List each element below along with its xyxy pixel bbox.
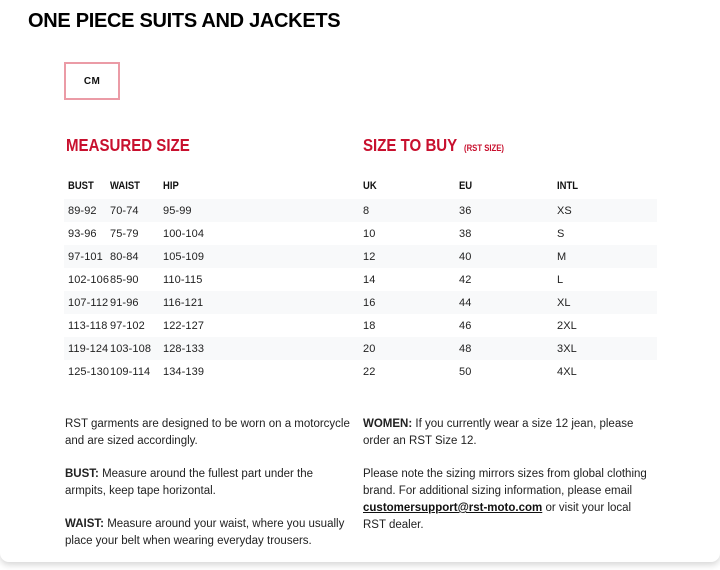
rst-size-subheading: (RST SIZE)	[463, 143, 504, 153]
table-row: 97-101 80-84 105-109 12 40 M	[64, 245, 657, 268]
size-to-buy-heading: SIZE TO BUY (RST SIZE)	[363, 135, 510, 158]
table-row: 93-96 75-79 100-104 10 38 S	[68, 227, 565, 240]
table-row: 102-106 85-90 110-115 14 42 L	[68, 273, 564, 286]
notes-right-column	[363, 416, 651, 550]
notes-section	[65, 416, 651, 550]
col-header-waist: WAIST	[110, 180, 140, 192]
table-row: 125-130 109-114 134-139 22 50 4XL	[68, 365, 577, 378]
table-row: 107-112 91-96 116-121 16 44 XL	[64, 291, 657, 314]
notes-left-column	[65, 416, 355, 550]
col-header-eu: EU	[459, 180, 473, 192]
col-header-intl: INTL	[557, 180, 579, 192]
note-general: RST garments are designed to be worn on a motorcycle and are sized accordingly.	[65, 418, 350, 447]
table-row: 119-124 103-108 128-133 20 48 3XL	[64, 337, 657, 360]
table-row: 89-92 70-74 95-99 8 36 XS	[64, 199, 657, 222]
support-email-link[interactable]: customersupport@rst-moto.com	[363, 502, 543, 514]
note-bust: BUST: Measure around the fullest part under the armpits, keep tape horizontal.	[65, 468, 314, 497]
table-row: 113-118 97-102 122-127 18 46 2XL	[68, 319, 577, 332]
note-sizing-info: Please note the sizing mirrors sizes from global clothing brand. For additional sizing information, please email customersupport@rst-moto.com or visit your local RST dealer.	[363, 468, 647, 531]
page-title: ONE PIECE SUITS AND JACKETS	[28, 10, 341, 32]
note-women: WOMEN: If you currently wear a size 12 jean, please order an RST Size 12.	[363, 418, 634, 447]
col-header-uk: UK	[363, 180, 377, 192]
note-waist: WAIST: Measure around your waist, where you usually place your belt when wearing everyday trousers.	[65, 518, 345, 547]
section-headers	[64, 135, 657, 157]
size-table	[64, 199, 657, 383]
table-column-headers	[64, 177, 657, 195]
col-header-hip: HIP	[163, 180, 179, 192]
measured-size-heading: MEASURED SIZE	[66, 135, 190, 155]
unit-toggle-cm-button[interactable]: CM	[64, 62, 120, 100]
col-header-bust: BUST	[68, 180, 94, 192]
